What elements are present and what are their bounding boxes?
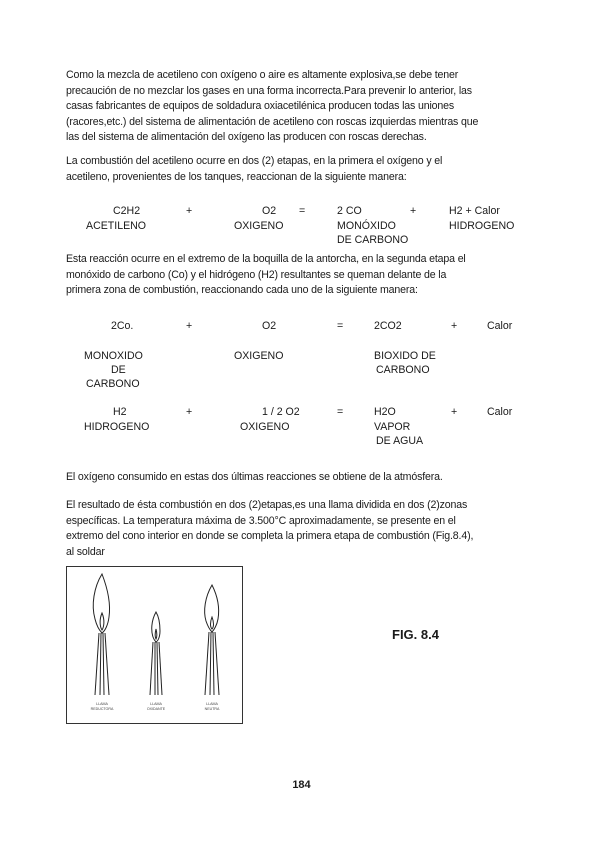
name-carbono: CARBONO — [376, 364, 430, 376]
flame-label: NEUTRA — [204, 707, 220, 711]
text-line: específicas. La temperatura máxima de 3.500°C aproximadamente, se presente en el — [66, 514, 456, 527]
paragraph-flame-zones — [66, 498, 538, 560]
text-line: acetileno, provenientes de los tanques, reaccionan de la siguiente manera: — [66, 170, 407, 183]
formula-2co: 2Co. — [111, 320, 134, 332]
text-line: las del sistema de alimentación del oxígeno las producen con roscas derechas. — [66, 131, 427, 143]
text-line: Esta reacción ocurre en el extremo de la boquilla de la antorcha, en la segunda etapa el — [66, 253, 466, 265]
equals-sign: = — [299, 205, 306, 217]
flame-reducing — [93, 574, 109, 695]
name-bioxido-de: BIOXIDO DE — [374, 350, 436, 362]
paragraph-explosive-mixture — [66, 68, 538, 146]
formula-c2h2: C2H2 — [113, 205, 141, 217]
plus-sign: + — [186, 205, 193, 217]
paragraph-second-stage — [66, 252, 538, 299]
name-monoxido: MONOXIDO — [84, 350, 143, 362]
flame-illustration — [67, 567, 242, 723]
formula-2co2: 2CO2 — [374, 320, 402, 332]
plus-sign: + — [186, 406, 193, 418]
flame-label: LLAMA — [96, 702, 108, 706]
text-line: casas fabricantes de equipos de soldadura oxiacetilénica producen todas las uniones — [66, 100, 455, 112]
formula-calor: Calor — [487, 406, 513, 418]
flame-types-figure — [66, 566, 243, 724]
page-number: 184 — [292, 779, 311, 791]
name-hidrogeno: HIDROGENO — [449, 220, 515, 232]
formula-half-o2: 1 / 2 O2 — [262, 406, 300, 418]
name-oxigeno: OXIGENO — [234, 350, 284, 362]
text-line: al soldar — [66, 545, 105, 558]
name-acetileno: ACETILENO — [86, 220, 147, 232]
text-line: extremo del cono interior en donde se completa la primera etapa de combustión (Fig.8.4), — [66, 530, 474, 542]
formula-h2-calor: H2 + Calor — [449, 205, 500, 217]
flame-label: LLAMA — [150, 702, 162, 706]
plus-sign: + — [186, 320, 193, 332]
name-de-carbono: DE CARBONO — [337, 234, 409, 246]
text-line: La combustión del acetileno ocurre en dos (2) etapas, en la primera el oxígeno y el — [66, 155, 443, 167]
flame-label: REDUCTORA — [90, 707, 114, 711]
formula-calor: Calor — [487, 320, 513, 332]
formula-h2o: H2O — [374, 406, 396, 418]
name-vapor: VAPOR — [374, 421, 411, 433]
name-de: DE — [111, 364, 126, 376]
equals-sign: = — [337, 406, 344, 418]
name-oxigeno: OXIGENO — [240, 421, 290, 433]
text-line: El resultado de ésta combustión en dos (2)etapas,es una llama dividida en dos (2)zonas — [66, 499, 468, 511]
name-carbono: CARBONO — [86, 378, 140, 390]
text-line: precaución de no mezclar los gases en una forma incorrecta.Para prevenir lo anterior, las — [66, 84, 472, 97]
name-oxigeno: OXIGENO — [234, 220, 284, 232]
paragraph-combustion-stages — [66, 154, 538, 185]
text-line: Como la mezcla de acetileno con oxígeno o aire es altamente explosiva,se debe tener — [66, 69, 459, 81]
text-line: primera zona de combustión, reaccionando cada uno de la siguiente manera: — [66, 284, 418, 296]
figure-caption: FIG. 8.4 — [392, 627, 439, 642]
text-line: El oxígeno consumido en estas dos últimas reacciones se obtiene de la atmósfera. — [66, 471, 443, 483]
plus-sign: + — [451, 320, 458, 332]
name-de-agua: DE AGUA — [376, 435, 424, 447]
formula-h2: H2 — [113, 406, 127, 418]
paragraph-atmosphere-oxygen — [66, 470, 538, 486]
flame-label: LLAMA — [206, 702, 218, 706]
text-line: monóxido de carbono (Co) y el hidrógeno (H2) resultantes se queman delante de la — [66, 268, 447, 281]
flame-neutral — [205, 585, 219, 695]
formula-o2: O2 — [262, 205, 277, 217]
equals-sign: = — [337, 320, 344, 332]
plus-sign: + — [451, 406, 458, 418]
formula-o2: O2 — [262, 320, 277, 332]
flame-label: OXIDANTE — [146, 707, 166, 711]
name-monoxido: MONÓXIDO — [337, 220, 396, 232]
name-hidrogeno: HIDROGENO — [84, 421, 150, 433]
plus-sign: + — [410, 205, 417, 217]
text-line: (racores,etc.) del sistema de alimentación de acetileno con roscas izquierdas mientras que — [66, 115, 479, 128]
formula-2co: 2 CO — [337, 205, 362, 217]
flame-oxidizing — [150, 612, 162, 695]
